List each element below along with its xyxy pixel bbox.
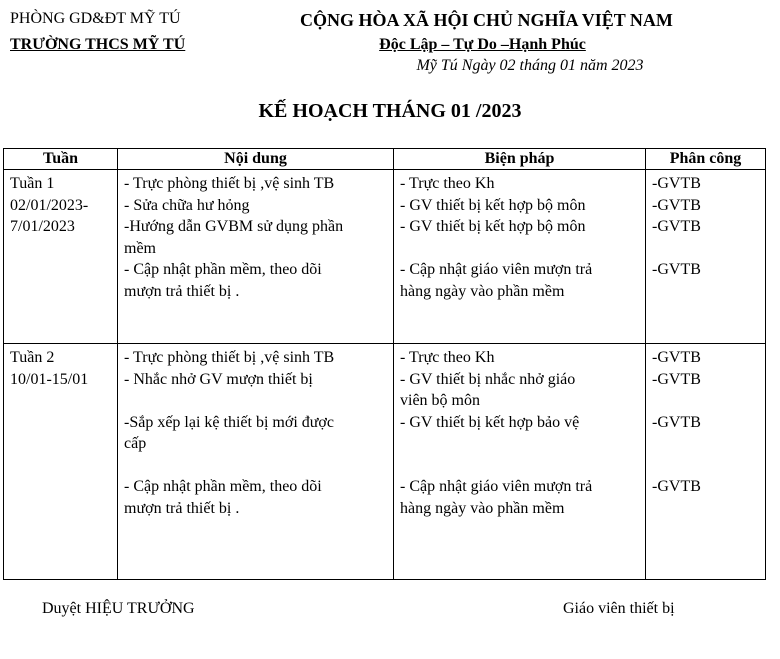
content-line: mượn trả thiết bị . [124,282,240,300]
measures-cell [394,344,646,580]
header-assignment: Phân công [646,149,766,170]
content-line: - Trực phòng thiết bị ,vệ sinh TB [124,349,335,366]
header-measures: Biện pháp [394,149,646,170]
measure-line: viên bộ môn [400,392,480,409]
content-line: -Sắp xếp lại kệ thiết bị mới được [124,413,334,431]
content-line: - Trực phòng thiết bị ,vệ sinh TB [124,175,335,192]
measure-line: hàng ngày vào phần mềm [400,499,565,517]
measure-line: - Cập nhật giáo viên mượn trả [400,261,593,278]
table-row [4,170,766,344]
measure-line: - GV thiết bị kết hợp bộ môn [400,196,586,214]
content-line: - Cập nhật phần mềm, theo dõi [124,478,322,495]
week-cell [4,170,118,344]
content-line: -Hướng dẫn GVBM sử dụng phần [124,218,344,235]
measure-line: - Trực theo Kh [400,175,495,192]
content-cell [118,170,394,344]
table-header-row [4,149,766,170]
assignment-line: -GVTB [652,413,701,431]
measure-line: - Cập nhật giáo viên mượn trả [400,478,593,495]
measure-line: - Trực theo Kh [400,349,495,366]
equipment-teacher-label: Giáo viên thiết bị [563,600,675,617]
header-week: Tuần [4,149,118,170]
assignment-line: -GVTB [652,349,701,366]
content-line: - Nhắc nhở GV mượn thiết bị [124,370,313,388]
plan-table [3,148,766,580]
assignment-cell [646,170,766,344]
week-range: 10/01-15/01 [10,370,89,388]
assignment-line: -GVTB [652,196,701,214]
nation-title: CỘNG HÒA XÃ HỘI CHỦ NGHĨA VIỆT NAM [300,10,673,30]
content-line: mềm [124,239,156,257]
measure-line: - GV thiết bị kết hợp bộ môn [400,218,586,235]
school-name: TRƯỜNG THCS MỸ TÚ [10,36,186,53]
plan-title: KẾ HOẠCH THÁNG 01 /2023 [258,100,522,122]
week-cell [4,344,118,580]
week-label: Tuần 1 [10,175,55,192]
content-line: - Cập nhật phần mềm, theo dõi [124,261,322,278]
content-line: mượn trả thiết bị . [124,499,240,517]
header-content: Nội dung [118,149,394,170]
measure-line: hàng ngày vào phần mềm [400,282,565,300]
measure-line: - GV thiết bị nhắc nhở giáo [400,370,576,388]
content-cell [118,344,394,580]
national-motto: Độc Lập – Tự Do –Hạnh Phúc [379,36,586,53]
assignment-line: -GVTB [652,370,701,388]
content-line: - Sửa chữa hư hỏng [124,196,250,214]
document-date: Mỹ Tú Ngày 02 tháng 01 năm 2023 [416,57,644,74]
content-line: cấp [124,435,147,452]
week-range-end: 7/01/2023 [10,218,75,235]
assignment-line: -GVTB [652,261,701,278]
week-label: Tuần 2 [10,349,55,366]
measures-cell [394,170,646,344]
department-name: PHÒNG GD&ĐT MỸ TÚ [10,10,181,27]
assignment-cell [646,344,766,580]
week-range-start: 02/01/2023- [10,196,89,214]
assignment-line: -GVTB [652,175,701,192]
table-row [4,344,766,580]
assignment-line: -GVTB [652,218,701,235]
measure-line: - GV thiết bị kết hợp bảo vệ [400,413,580,431]
principal-approval-label: Duyệt HIỆU TRƯỞNG [42,600,195,617]
assignment-line: -GVTB [652,478,701,495]
